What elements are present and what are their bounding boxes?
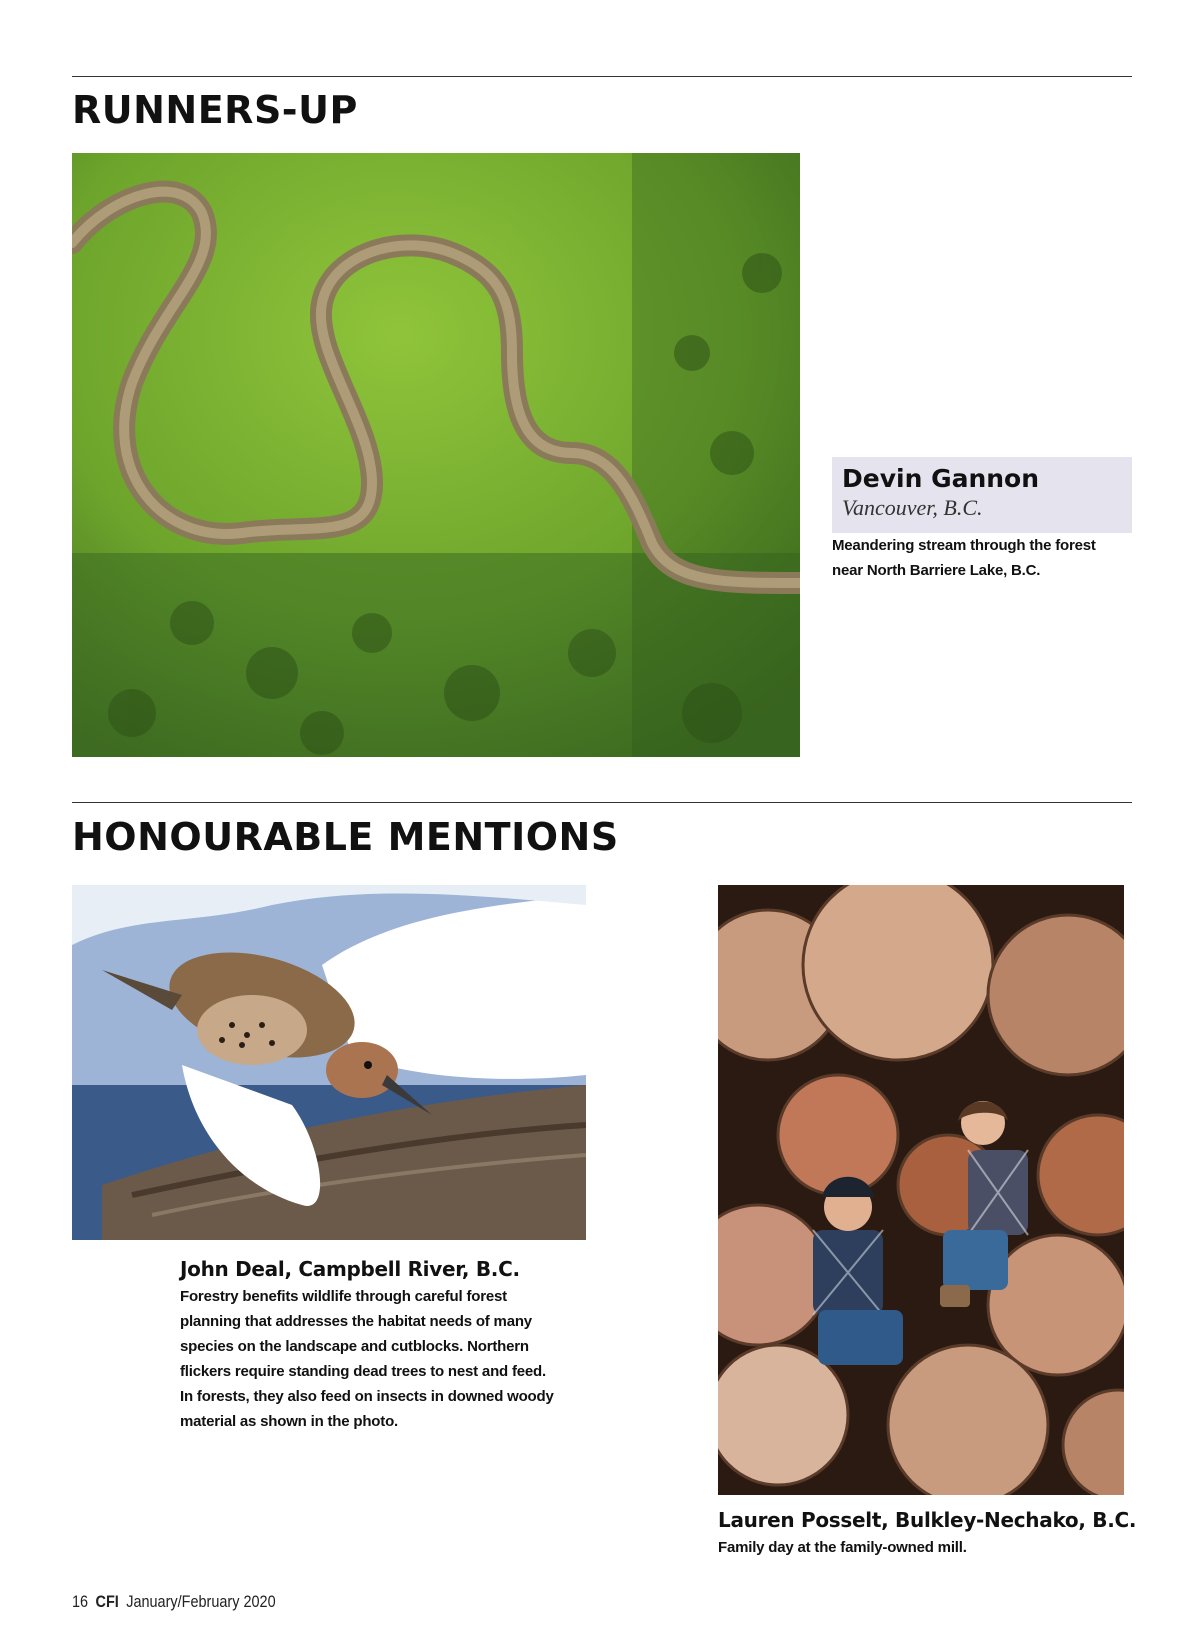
honourable-mentions-heading: HONOURABLE MENTIONS: [72, 815, 619, 859]
issue-date: January/February 2020: [126, 1592, 276, 1611]
stream-forest-photo: [72, 153, 800, 757]
flicker-bird-photo: [72, 885, 586, 1240]
runner-up-caption: Meandering stream through the forest near North Barriere Lake, B.C.: [832, 537, 1096, 579]
lauren-posselt-caption: Family day at the family-owned mill.: [718, 1539, 967, 1556]
runner-up-credit-box: [832, 457, 1132, 533]
john-deal-caption: Forestry benefits wildlife through careful forest planning that addresses the habitat needs of many species on the landscape and cutblocks. Northern flickers require standing dead trees to nest and feed. In forests, they also feed on insects in downed woody material as shown in the photo.: [180, 1288, 554, 1430]
top-rule: [72, 76, 1132, 77]
photographer-name: Devin Gannon: [842, 464, 1040, 493]
children-on-logs-photo: [718, 885, 1124, 1495]
john-deal-credit: John Deal, Campbell River, B.C.: [180, 1257, 520, 1281]
page-footer: [72, 1592, 276, 1612]
magazine-name: CFI: [95, 1592, 119, 1611]
photographer-location: Vancouver, B.C.: [842, 495, 983, 520]
runners-up-heading: RUNNERS-UP: [72, 88, 358, 132]
mid-rule: [72, 802, 1132, 803]
page-number: 16: [72, 1592, 89, 1611]
lauren-posselt-credit: Lauren Posselt, Bulkley-Nechako, B.C.: [718, 1508, 1137, 1532]
